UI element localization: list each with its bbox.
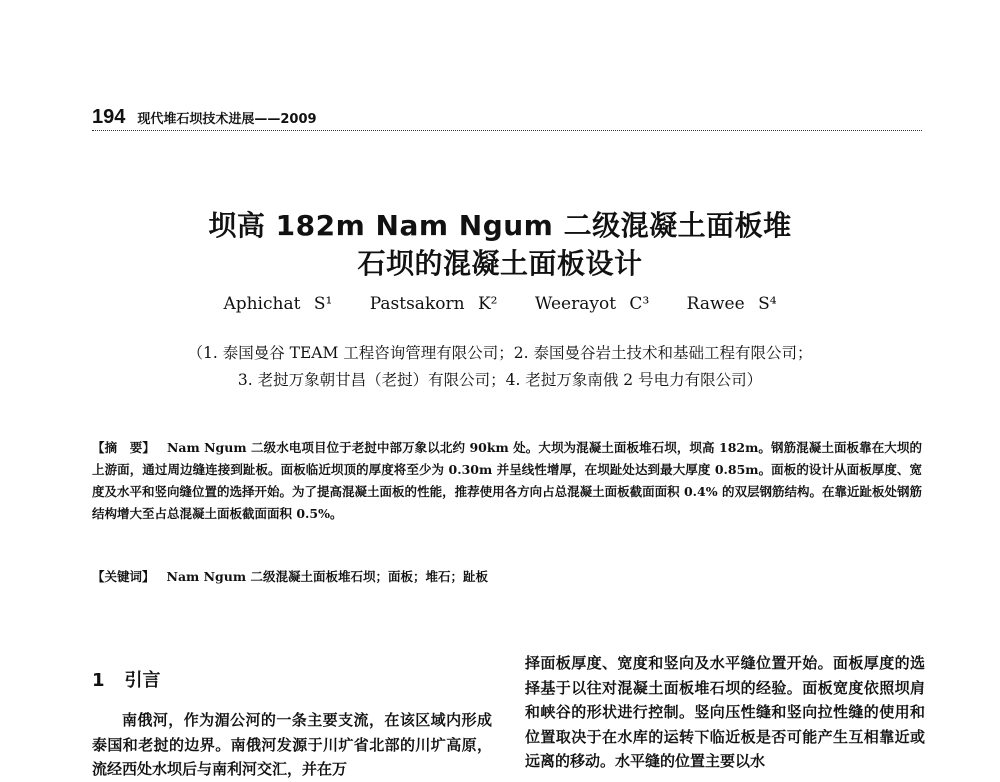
author-list bbox=[0, 294, 1000, 314]
body-left-column: 南俄河，作为湄公河的一条主要支流，在该区域内形成泰国和老挝的边界。南俄河发源于川圹省北部的川圹高原，流经西处水坝后与南利河交汇，并在万 bbox=[92, 711, 492, 778]
header-divider bbox=[92, 130, 922, 131]
author-4: Rawee S⁴ bbox=[686, 294, 777, 314]
paper-title-line-2: 石坝的混凝土面板设计 bbox=[357, 247, 643, 280]
abstract bbox=[92, 437, 922, 525]
keywords-text: Nam Ngum 二级混凝土面板堆石坝；面板；堆石；趾板 bbox=[166, 569, 488, 584]
abstract-text: Nam Ngum 二级水电项目位于老挝中部万象以北约 90km 处。大坝为混凝土面板堆石坝，坝高 182m。钢筋混凝土面板靠在大坝的上游面，通过周边缝连接到趾板。面板临近坝顶的厚度将至少为 0.30m 并呈线性增厚，在坝趾处达到最大厚度 0.85m。面板的设计从面板厚度、宽度及水平和竖向缝位置的选择开始。为了提高混凝土面板的性能，推荐使用各方向占总混凝土面板截面面积 0.4% 的双层钢筋结构。在靠近趾板处钢筋结构增大至占总混凝土面板截面面积 0.5%。 bbox=[92, 440, 922, 521]
section-number: 1 bbox=[92, 670, 105, 691]
keywords-label: 【关键词】 bbox=[92, 569, 155, 584]
keywords bbox=[92, 567, 922, 585]
author-3: Weerayot C³ bbox=[534, 294, 650, 314]
page-number: 194 bbox=[92, 106, 126, 128]
body-right-column: 择面板厚度、宽度和竖向及水平缝位置开始。面板厚度的选择基于以往对混凝土面板堆石坝的经验。面板宽度依照坝肩和峡谷的形状进行控制。竖向压性缝和竖向拉性缝的使用和位置取决于在水库的运转下临近板是否可能产生互相靠近或远离的移动。水平缝的位置主要以水 bbox=[525, 654, 925, 770]
section-title: 引言 bbox=[124, 670, 161, 691]
running-header bbox=[92, 106, 317, 129]
running-title: 现代堆石坝技术进展——2009 bbox=[137, 112, 317, 127]
section-heading bbox=[92, 666, 161, 692]
affiliation-line-2: 3. 老挝万象朝甘昌（老挝）有限公司；4. 老挝万象南俄 2 号电力有限公司） bbox=[237, 371, 763, 389]
abstract-label: 【摘 要】 bbox=[92, 440, 155, 455]
paper-title-line-1: 坝高 182m Nam Ngum 二级混凝土面板堆 bbox=[208, 209, 792, 242]
affiliation-line-1: （1. 泰国曼谷 TEAM 工程咨询管理有限公司；2. 泰国曼谷岩土技术和基础工程有限公司； bbox=[187, 344, 813, 362]
author-2: Pastsakorn K² bbox=[369, 294, 498, 314]
author-1: Aphichat S¹ bbox=[223, 294, 333, 314]
